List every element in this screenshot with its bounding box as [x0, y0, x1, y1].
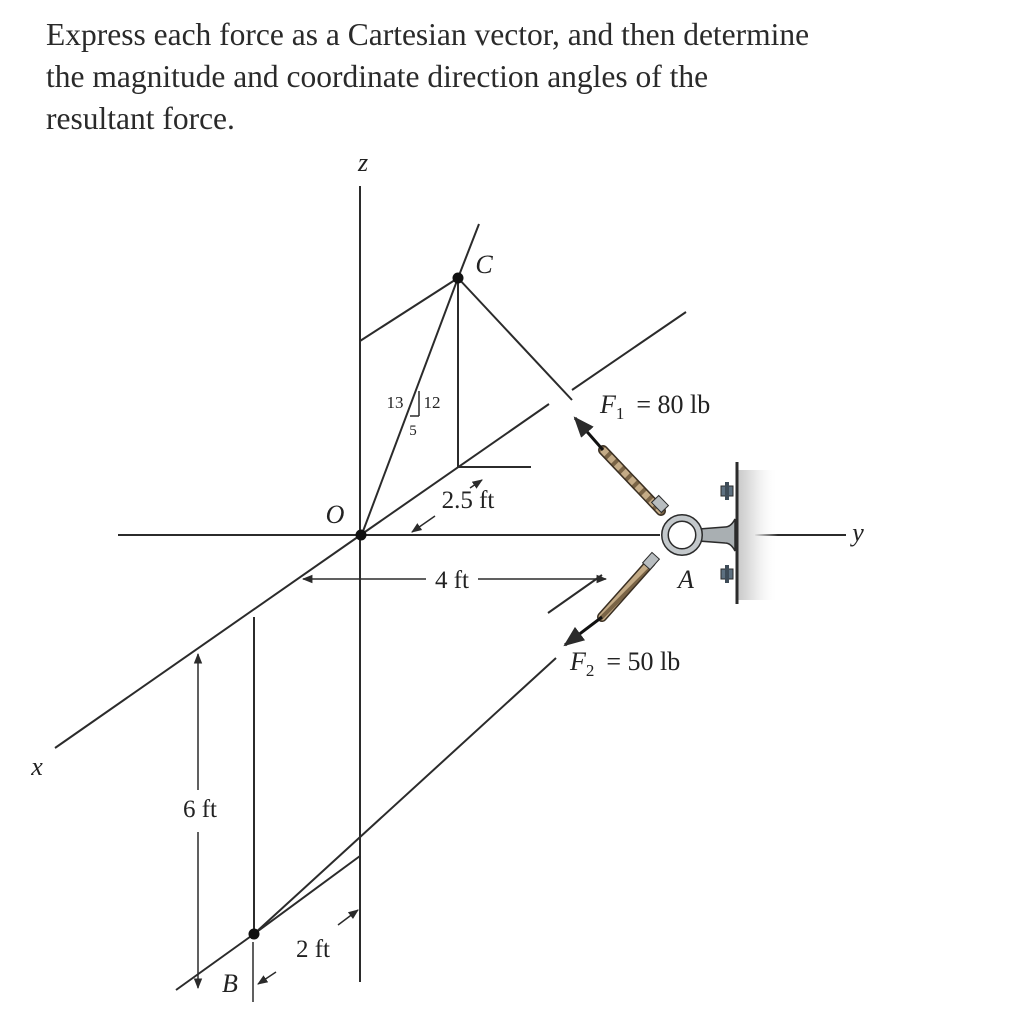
eyebolt-shank	[699, 519, 735, 551]
dim-2-5ft-label: 2.5 ft	[441, 487, 495, 514]
x-axis	[55, 534, 362, 748]
axis-z-label: z	[357, 148, 369, 177]
dim-6ft-label: 6 ft	[182, 796, 218, 823]
line-b-base	[176, 934, 254, 990]
point-o-dot	[356, 530, 367, 541]
bolt-top	[721, 482, 733, 500]
problem-line-1: Express each force as a Cartesian vector, and then determine	[46, 17, 810, 52]
f1-value: = 80 lb	[636, 390, 711, 419]
f2-symbol: F	[570, 647, 586, 676]
dim-2ft-arrow-left	[258, 972, 276, 984]
axis-y-label: y	[852, 518, 864, 547]
line-b-to-z	[254, 856, 360, 934]
dim-2ft-arrow-right	[338, 910, 358, 925]
point-c-label: C	[475, 250, 493, 279]
bolt-bottom	[721, 565, 733, 583]
slope-hyp-label: 13	[386, 393, 404, 412]
wall-shading	[738, 470, 778, 600]
f1-subscript: 1	[615, 404, 625, 423]
arrow-f1	[575, 418, 603, 450]
f2-label	[569, 647, 680, 680]
line-top-left-parallel	[360, 278, 458, 341]
line-b-to-a-upper	[548, 575, 602, 613]
point-a-label: A	[678, 565, 694, 594]
dim-4ft-label: 4 ft	[434, 567, 470, 594]
axis-x-label: x	[31, 752, 43, 781]
eyebolt-ring-face	[665, 518, 699, 552]
dim-2-5ft-arrow-lower	[412, 516, 435, 532]
line-b-to-a-lower	[254, 658, 556, 934]
slope-rise-label: 12	[423, 393, 441, 412]
origin-label: O	[325, 500, 345, 529]
line-upper-parallel	[572, 312, 686, 390]
f2-subscript: 2	[585, 661, 595, 680]
problem-line-2: the magnitude and coordinate direction angles of the	[46, 59, 709, 94]
f1-symbol: F	[600, 390, 616, 419]
point-b-dot	[249, 929, 260, 940]
line-diagonal-parallel	[362, 404, 549, 534]
arrow-f2	[565, 617, 602, 645]
f1-label	[599, 390, 710, 423]
problem-line-3: resultant force.	[46, 101, 235, 136]
point-c-dot	[453, 273, 464, 284]
line-c-to-a	[458, 278, 572, 400]
point-b-label: B	[222, 969, 238, 998]
dim-2ft-label: 2 ft	[295, 936, 331, 963]
slope-run-label: 5	[409, 423, 417, 439]
f2-value: = 50 lb	[606, 647, 681, 676]
